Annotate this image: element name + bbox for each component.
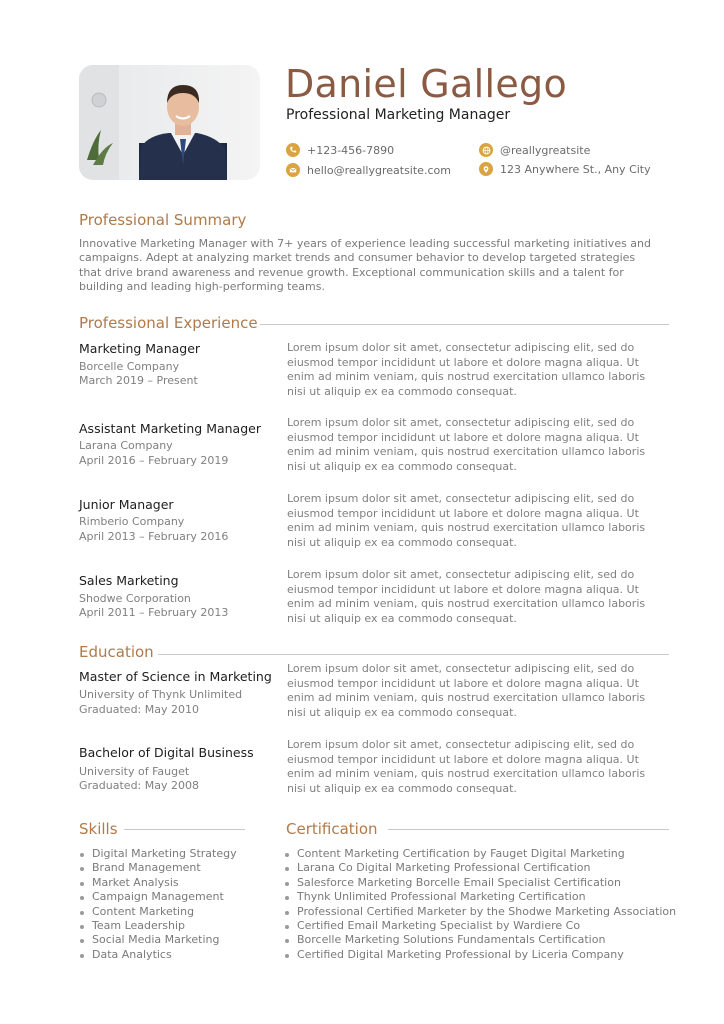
skill-item: Content Marketing [79,905,237,919]
profile-photo [79,65,260,180]
certification-item: Professional Certified Marketer by the Shodwe Marketing Association [284,905,676,919]
contact-website[interactable] [479,143,590,157]
education-title: Education [79,643,154,661]
school-name: University of Fauget [79,765,190,778]
degree-title: Master of Science in Marketing [79,669,272,684]
certification-item: Certified Digital Marketing Professional by Liceria Company [284,948,676,962]
experience-title: Professional Experience [79,314,258,332]
job-dates: April 2016 – February 2019 [79,454,229,467]
graduation-date: Graduated: May 2010 [79,703,199,716]
skills-title: Skills [79,820,118,838]
address-text: 123 Anywhere St., Any City [500,162,651,176]
certification-item: Borcelle Marketing Solutions Fundamentals Certification [284,933,676,947]
website-text: @reallygreatsite [500,143,591,157]
job-role: Junior Manager [79,497,174,512]
education-divider [158,654,669,655]
skill-item: Brand Management [79,861,237,875]
job-company: Borcelle Company [79,360,180,373]
job-description: Lorem ipsum dolor sit amet, consectetur adipiscing elit, sed do eiusmod tempor incididunt ut labore et dolore magna aliqua. Ut enim ad minim veniam, quis nostrud exercitation ullamco laboris nisi ut aliquip ex ea commodo consequat. [287,416,646,473]
certification-item: Thynk Unlimited Professional Marketing Certification [284,890,676,904]
job-role: Marketing Manager [79,341,201,356]
job-role: Assistant Marketing Manager [79,421,261,436]
certification-item: Salesforce Marketing Borcelle Email Specialist Certification [284,876,676,890]
job-dates: April 2013 – February 2016 [79,530,229,543]
contact-address [479,162,651,176]
phone-text: +123-456-7890 [307,143,395,157]
phone-icon [286,143,300,157]
mail-icon [286,163,300,177]
job-dates: April 2011 – February 2013 [79,606,229,619]
skill-item: Market Analysis [79,876,237,890]
degree-title: Bachelor of Digital Business [79,745,254,760]
skills-list [79,847,237,962]
candidate-role: Professional Marketing Manager [286,107,511,123]
certification-item: Larana Co Digital Marketing Professional Certification [284,861,676,875]
certification-list [284,847,676,962]
certification-item: Content Marketing Certification by Fauget Digital Marketing [284,847,676,861]
degree-description: Lorem ipsum dolor sit amet, consectetur adipiscing elit, sed do eiusmod tempor incididunt ut labore et dolore magna aliqua. Ut enim ad minim veniam, quis nostrud exercitation ullamco laboris nisi ut aliquip ex ea commodo consequat. [287,738,646,795]
certification-title: Certification [286,820,378,838]
skill-item: Team Leadership [79,919,237,933]
certification-item: Certified Email Marketing Specialist by Wardiere Co [284,919,676,933]
degree-description: Lorem ipsum dolor sit amet, consectetur adipiscing elit, sed do eiusmod tempor incididunt ut labore et dolore magna aliqua. Ut enim ad minim veniam, quis nostrud exercitation ullamco laboris nisi ut aliquip ex ea commodo consequat. [287,662,646,719]
school-name: University of Thynk Unlimited [79,688,243,701]
skill-item: Data Analytics [79,948,237,962]
skill-item: Social Media Marketing [79,933,237,947]
job-company: Shodwe Corporation [79,592,191,605]
summary-text: Innovative Marketing Manager with 7+ years of experience leading successful marketing initiatives and campaigns. Adept at analyzing market trends and consumer behavior to develop targeted strategies that drive brand awareness and revenue growth. Exceptional communication skills and a talent for building and leading high-performing teams. [79,237,652,294]
contact-phone[interactable] [286,143,394,157]
job-description: Lorem ipsum dolor sit amet, consectetur adipiscing elit, sed do eiusmod tempor incididunt ut labore et dolore magna aliqua. Ut enim ad minim veniam, quis nostrud exercitation ullamco laboris nisi ut aliquip ex ea commodo consequat. [287,492,646,549]
certification-divider [388,829,669,830]
job-dates: March 2019 – Present [79,374,198,387]
email-text: hello@reallygreatsite.com [307,163,451,177]
job-company: Rimberio Company [79,515,185,528]
skill-item: Campaign Management [79,890,237,904]
candidate-name: Daniel Gallego [285,62,568,106]
globe-icon [479,143,493,157]
summary-title: Professional Summary [79,211,247,229]
experience-divider [260,324,669,325]
job-company: Larana Company [79,439,173,452]
location-pin-icon [479,162,493,176]
job-role: Sales Marketing [79,573,179,588]
skills-divider [124,829,245,830]
contact-email[interactable] [286,163,451,177]
job-description: Lorem ipsum dolor sit amet, consectetur adipiscing elit, sed do eiusmod tempor incididunt ut labore et dolore magna aliqua. Ut enim ad minim veniam, quis nostrud exercitation ullamco laboris nisi ut aliquip ex ea commodo consequat. [287,568,646,625]
graduation-date: Graduated: May 2008 [79,779,199,792]
skill-item: Digital Marketing Strategy [79,847,237,861]
job-description: Lorem ipsum dolor sit amet, consectetur adipiscing elit, sed do eiusmod tempor incididunt ut labore et dolore magna aliqua. Ut enim ad minim veniam, quis nostrud exercitation ullamco laboris nisi ut aliquip ex ea commodo consequat. [287,341,646,398]
